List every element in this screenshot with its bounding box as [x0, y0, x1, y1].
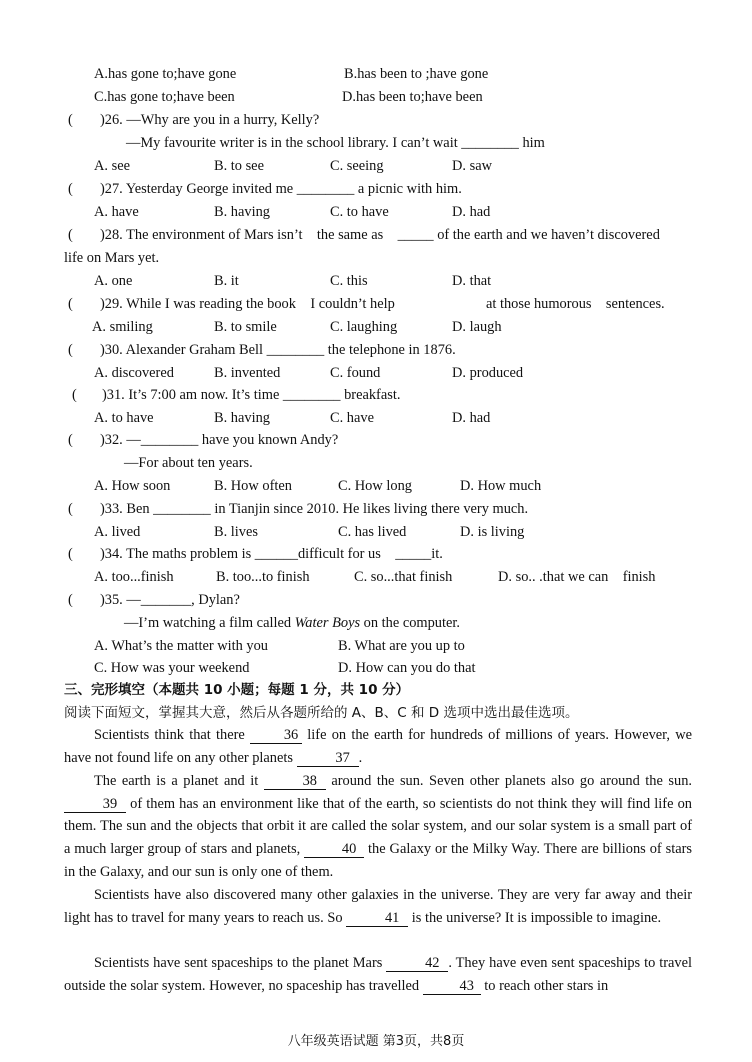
q31-option-a: A. to have	[94, 410, 154, 426]
q33-stem: )33. Ben ________ in Tianjin since 2010. He likes living there very much.	[100, 501, 529, 517]
film-title: Water Boys	[294, 615, 361, 631]
q29-option-b: B. to smile	[214, 319, 277, 335]
section-instruction: 阅读下面短文，掌握其大意，然后从各题所给的 A、B、C 和 D 选项中选出最佳选项。	[64, 705, 579, 721]
q27-option-a: A. have	[94, 204, 139, 220]
q25-option-c: C.has gone to;have been	[94, 89, 235, 105]
q31-option-b: B. having	[214, 410, 270, 426]
q28-option-b: B. it	[214, 273, 239, 289]
q27-option-d: D. had	[452, 204, 491, 220]
q28-option-a: A. one	[94, 273, 133, 289]
q26-option-d: D. saw	[452, 158, 492, 174]
q29-option-a: A. smiling	[92, 319, 153, 335]
q25-option-d: D.has been to;have been	[342, 89, 483, 105]
q28-stem: )28. The environment of Mars isn’t the same as _____ of the earth and we haven’t discovered	[100, 227, 660, 243]
q35-line2: —I’m watching a film called Water Boys on the computer.	[124, 615, 460, 631]
answer-paren: (	[68, 592, 73, 608]
blank-38[interactable]: 38	[264, 773, 326, 790]
q30-option-c: C. found	[330, 365, 381, 381]
q35-option-d: D. How can you do that	[338, 660, 476, 676]
q34-option-b: B. too...to finish	[216, 569, 310, 585]
blank-41[interactable]: 41	[346, 910, 408, 927]
q33-option-a: A. lived	[94, 524, 141, 540]
passage-paragraph-1: Scientists think that there 36 life on the earth for hundreds of millions of years. However, we have not found life on any other planets 37 .	[64, 727, 692, 766]
blank-39[interactable]: 39	[64, 796, 126, 813]
q30-option-b: B. invented	[214, 365, 281, 381]
answer-paren: (	[72, 387, 77, 403]
passage-paragraph-4: Scientists have sent spaceships to the planet Mars 42 . They have even sent spaceships to travel outside the solar system. However, no spaceship has travelled 43 to reach other stars in	[64, 955, 692, 994]
q34-option-d: D. so.. .that we can finish	[498, 569, 656, 585]
q32-stem: )32. —________ have you known Andy?	[100, 432, 339, 448]
answer-paren: (	[68, 296, 73, 312]
q32-option-b: B. How often	[214, 478, 292, 494]
q34-option-a: A. too...finish	[94, 569, 174, 585]
blank-36[interactable]: 36	[250, 727, 302, 744]
answer-paren: (	[68, 181, 73, 197]
q34-option-c: C. so...that finish	[354, 569, 453, 585]
answer-paren: (	[68, 501, 73, 517]
passage-paragraph-3: Scientists have also discovered many other galaxies in the universe. They are very far away and their light has to travel for many years to reach us. So 41 is the universe? It is impossible to imagine.	[64, 887, 692, 926]
blank-37[interactable]: 37	[297, 750, 359, 767]
q26-option-c: C. seeing	[330, 158, 384, 174]
q30-stem: )30. Alexander Graham Bell ________ the telephone in 1876.	[100, 342, 456, 358]
blank-42[interactable]: 42	[386, 955, 448, 972]
q26-option-b: B. to see	[214, 158, 264, 174]
blank-40[interactable]: 40	[304, 841, 364, 858]
q34-stem: )34. The maths problem is ______difficult for us _____it.	[100, 546, 443, 562]
answer-paren: (	[68, 112, 73, 128]
q35-option-b: B. What are you up to	[338, 638, 465, 654]
q29-option-d: D. laugh	[452, 319, 502, 335]
q32-option-a: A. How soon	[94, 478, 171, 494]
section-title: 三、完形填空（本题共 10 小题；每题 1 分，共 10 分）	[64, 682, 410, 698]
q28-line2: life on Mars yet.	[64, 250, 160, 266]
q29-stem-part1: )29. While I was reading the book I couldn’t help	[100, 296, 395, 312]
q31-option-c: C. have	[330, 410, 374, 426]
q26-stem: )26. —Why are you in a hurry, Kelly?	[100, 112, 320, 128]
q35-option-a: A. What’s the matter with you	[94, 638, 268, 654]
answer-paren: (	[68, 227, 73, 243]
q31-option-d: D. had	[452, 410, 491, 426]
passage-paragraph-2: The earth is a planet and it 38 around the sun. Seven other planets also go around the sun. 39 of them has an environment like that of the earth, so scientists do not think they will find life on them. The sun and the objects that orbit it are called the solar system, and our solar system is a small part of a much larger group of stars and planets, 40 the Galaxy or the Milky Way. There are billions of stars in the Galaxy, and our sun is only one of them.	[64, 773, 692, 880]
q32-option-d: D. How much	[460, 478, 542, 494]
blank-43[interactable]: 43	[423, 978, 481, 995]
q35-option-c: C. How was your weekend	[94, 660, 250, 676]
q28-option-c: C. this	[330, 273, 368, 289]
q30-option-a: A. discovered	[94, 365, 174, 381]
q32-option-c: C. How long	[338, 478, 412, 494]
q26-option-a: A. see	[94, 158, 130, 174]
q27-stem: )27. Yesterday George invited me ________ a picnic with him.	[100, 181, 462, 197]
q25-option-b: B.has been to ;have gone	[344, 66, 489, 82]
q29-stem-part2: at those humorous sentences.	[486, 296, 665, 312]
q30-option-d: D. produced	[452, 365, 524, 381]
q25-option-a: A.has gone to;have gone	[94, 66, 237, 82]
q27-option-c: C. to have	[330, 204, 389, 220]
q35-stem: )35. —_______, Dylan?	[100, 592, 240, 608]
q28-option-d: D. that	[452, 273, 492, 289]
q33-option-c: C. has lived	[338, 524, 407, 540]
q32-line2: —For about ten years.	[124, 455, 253, 471]
q26-line2: —My favourite writer is in the school library. I can’t wait ________ him	[126, 135, 545, 151]
q27-option-b: B. having	[214, 204, 270, 220]
q33-option-b: B. lives	[214, 524, 258, 540]
q31-stem: )31. It’s 7:00 am now. It’s time ________ breakfast.	[102, 387, 401, 403]
q29-option-c: C. laughing	[330, 319, 398, 335]
page-footer: 八年级英语试题 第3页，共8页	[287, 1034, 465, 1049]
answer-paren: (	[68, 342, 73, 358]
answer-paren: (	[68, 546, 73, 562]
answer-paren: (	[68, 432, 73, 448]
q33-option-d: D. is living	[460, 524, 525, 540]
